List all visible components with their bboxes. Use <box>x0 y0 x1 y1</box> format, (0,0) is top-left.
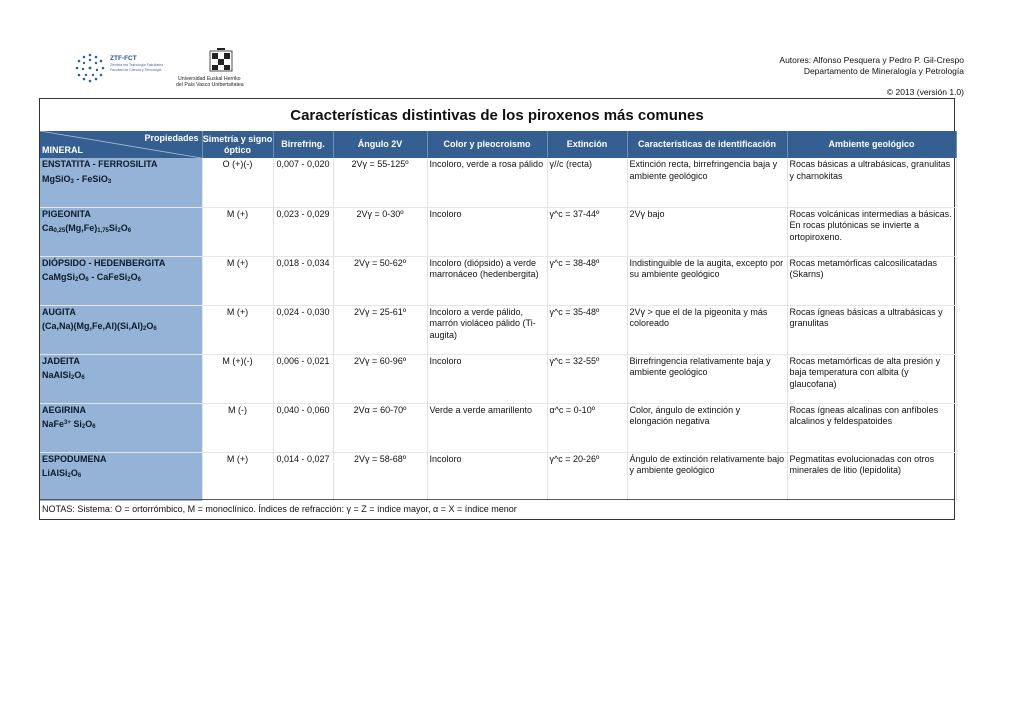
table-row <box>40 207 956 256</box>
environment-cell: Rocas volcánicas intermedias a básicas. En rocas plutónicas se invierte a ortopiroxeno. <box>787 207 956 256</box>
table-row <box>40 305 956 354</box>
formula-part: - FeSiO <box>73 173 108 184</box>
formula-part: 6 <box>85 277 89 283</box>
formula-part: 6 <box>81 375 85 381</box>
table-row <box>40 354 956 403</box>
birefringence-cell: 0,018 - 0,034 <box>273 256 333 305</box>
symmetry-cell: O (+)(-) <box>202 158 273 207</box>
birefringence-cell: 0,007 - 0,020 <box>273 158 333 207</box>
mineral-formula <box>42 174 200 186</box>
symmetry-cell: M (+)(-) <box>202 354 273 403</box>
formula-part: 6 <box>153 326 157 332</box>
color-cell: Incoloro <box>427 354 547 403</box>
formula-part: O <box>130 272 138 282</box>
corner-header <box>40 131 202 158</box>
color-cell: Verde a verde amarillento <box>427 403 547 452</box>
table-row <box>40 452 956 501</box>
ztf-dots-icon <box>74 52 106 84</box>
formula-part: 2 <box>127 277 131 283</box>
ztf-name: ZTF-FCT <box>110 55 137 62</box>
formula-part: LiAlSi <box>42 468 68 478</box>
identification-cell: 2Vγ > que el de la pigeonita y más coloreado <box>627 305 787 354</box>
mineral-name: PIGEONITA <box>42 208 91 219</box>
environment-cell: Rocas básicas a ultrabásicas, granulitas y charnokitas <box>787 158 956 207</box>
mineral-name: AEGIRINA <box>42 404 87 415</box>
extinction-cell: α^c = 0-10º <box>547 403 627 452</box>
formula-part: 6 <box>77 473 82 479</box>
mineral-cell <box>40 207 202 256</box>
formula-part: 6 <box>137 277 141 283</box>
mineral-formula <box>42 419 200 431</box>
upv-line-2: del País Vasco Unibertsitatea <box>176 82 244 88</box>
color-cell: Incoloro a verde pálido, marrón violáceo pálido (Ti-augita) <box>427 305 547 354</box>
notes-footer: NOTAS: Sistema: O = ortorrómbico, M = monoclínico. Índices de refracción: γ = Z = índice mayor, α = X = índice menor <box>40 499 954 519</box>
mineral-name: AUGITA <box>42 306 76 317</box>
formula-part: 0,25 <box>53 228 66 234</box>
color-cell: Incoloro <box>427 452 547 501</box>
angle-cell: 2Vγ = 55-125º <box>333 158 427 207</box>
upv-line-1: Universidad Euskal Herriko <box>178 76 241 82</box>
authors-line: Autores: Alfonso Pesquera y Pedro P. Gil-Crespo <box>779 55 964 65</box>
col-header-birefringence: Birrefring. <box>273 131 333 158</box>
formula-part: Si <box>108 223 118 233</box>
formula-part: 2 <box>71 375 75 381</box>
department-line: Departamento de Mineralogía y Petrología <box>803 66 964 76</box>
formula-part: - CaFeSi <box>88 272 128 282</box>
mineral-formula <box>42 223 200 235</box>
col-header-extinction: Extinción <box>547 131 627 158</box>
mineral-cell <box>40 354 202 403</box>
formula-part: O <box>74 370 82 380</box>
formula-part: NaFe <box>42 419 65 429</box>
formula-part: 6 <box>92 424 96 430</box>
table-row <box>40 256 956 305</box>
mineral-name: JADEITA <box>42 355 80 366</box>
formula-part: 3 <box>107 178 112 185</box>
environment-cell: Rocas ígneas básicas a ultrabásicas y granulitas <box>787 305 956 354</box>
symmetry-cell: M (+) <box>202 452 273 501</box>
upv-ehu-logo <box>178 48 256 92</box>
symmetry-cell: M (+) <box>202 256 273 305</box>
formula-part: (Mg,Fe) <box>65 223 98 233</box>
mineral-cell <box>40 403 202 452</box>
birefringence-cell: 0,014 - 0,027 <box>273 452 333 501</box>
formula-part: O <box>85 419 93 429</box>
formula-part: 2 <box>75 277 79 283</box>
identification-cell: Color, ángulo de extinción y elongación negativa <box>627 403 787 452</box>
birefringence-cell: 0,040 - 0,060 <box>273 403 333 452</box>
angle-cell: 2Vγ = 60-96º <box>333 354 427 403</box>
environment-cell: Pegmatitas evolucionadas con otros minerales de litio (lepidolita) <box>787 452 956 501</box>
version-label: © 2013 (versión 1.0) <box>886 87 964 97</box>
upv-emblem-icon <box>208 48 234 72</box>
mineral-formula <box>42 272 200 284</box>
formula-part: NaAlSi <box>42 370 72 380</box>
mineral-cell <box>40 158 202 207</box>
symmetry-cell: M (+) <box>202 305 273 354</box>
formula-part: 2 <box>117 228 121 234</box>
angle-cell: 2Vγ = 50-62º <box>333 256 427 305</box>
extinction-cell: γ^c = 20-26º <box>547 452 627 501</box>
formula-part: O <box>78 272 86 282</box>
extinction-cell: γ//c (recta) <box>547 158 627 207</box>
formula-part: 2 <box>67 473 71 479</box>
corner-properties-label: Propiedades <box>144 133 199 143</box>
birefringence-cell: 0,006 - 0,021 <box>273 354 333 403</box>
environment-cell: Rocas ígneas alcalinas con anfíboles alcalinos y feldespatoides <box>787 403 956 452</box>
formula-part: O <box>70 468 78 478</box>
formula-part: 3 <box>70 178 74 185</box>
ztf-fct-logo <box>68 44 178 88</box>
col-header-identification: Características de identificación <box>627 131 787 158</box>
identification-cell: 2Vγ bajo <box>627 207 787 256</box>
extinction-cell: γ^c = 37-44º <box>547 207 627 256</box>
mineral-name: DIÓPSIDO - HEDENBERGITA <box>42 257 166 268</box>
formula-part: 2 <box>143 326 147 332</box>
color-cell: Incoloro <box>427 207 547 256</box>
corner-mineral-label: MINERAL <box>42 145 83 155</box>
extinction-cell: γ^c = 32-55º <box>547 354 627 403</box>
formula-part: (Ca,Na)(Mg,Fe,Al)(Si,Al) <box>42 321 143 331</box>
birefringence-cell: 0,024 - 0,030 <box>273 305 333 354</box>
color-cell: Incoloro, verde a rosa pálido <box>427 158 547 207</box>
formula-part: Ca <box>42 223 54 233</box>
col-header-color: Color y pleocroismo <box>427 131 547 158</box>
extinction-cell: γ^c = 35-48º <box>547 305 627 354</box>
angle-cell: 2Vγ = 58-68º <box>333 452 427 501</box>
ztf-subtitle: Zientzia eta Teknologia Fakultatea · Facultad de Ciencia y Tecnología <box>110 63 166 72</box>
environment-cell: Rocas metamórficas de alta presión y baja temperatura con albita (y glaucofana) <box>787 354 956 403</box>
identification-cell: Birrefringencia relativamente baja y ambiente geológico <box>627 354 787 403</box>
table-row <box>40 403 956 452</box>
angle-cell: 2Vγ = 25-61º <box>333 305 427 354</box>
table-row <box>40 158 956 207</box>
mineral-cell <box>40 256 202 305</box>
formula-part: 1,75 <box>97 228 109 234</box>
col-header-environment: Ambiente geológico <box>787 131 956 158</box>
extinction-cell: γ^c = 38-48º <box>547 256 627 305</box>
formula-part: O <box>146 321 154 331</box>
formula-part: O <box>120 223 128 233</box>
col-header-symmetry: Simetría y signo óptico <box>202 131 273 158</box>
birefringence-cell: 0,023 - 0,029 <box>273 207 333 256</box>
angle-cell: 2Vγ = 0-30º <box>333 207 427 256</box>
pyroxene-table <box>40 131 957 501</box>
mineral-formula <box>42 370 200 382</box>
mineral-formula <box>42 321 200 333</box>
mineral-cell <box>40 305 202 354</box>
symmetry-cell: M (+) <box>202 207 273 256</box>
formula-part: 3+ <box>64 420 71 426</box>
color-cell: Incoloro (diópsido) a verde marronáceo (hedenbergita) <box>427 256 547 305</box>
formula-part: CaMgSi <box>42 272 76 282</box>
mineral-formula <box>42 468 200 480</box>
mineral-cell <box>40 452 202 501</box>
symmetry-cell: M (-) <box>202 403 273 452</box>
header-row <box>40 131 956 158</box>
formula-part: 2 <box>81 424 86 430</box>
identification-cell: Indistinguible de la augita, excepto por su ambiente geológico <box>627 256 787 305</box>
mineral-name: ESPODUMENA <box>42 453 107 464</box>
environment-cell: Rocas metamórficas calcosilicatadas (Skarns) <box>787 256 956 305</box>
table-body <box>40 158 956 501</box>
authors-block <box>779 55 964 77</box>
identification-cell: Ángulo de extinción relativamente bajo y ambiente geológico <box>627 452 787 501</box>
formula-part: 6 <box>127 228 132 234</box>
formula-part: MgSiO <box>42 173 71 184</box>
identification-cell: Extinción recta, birrefringencia baja y ambiente geológico <box>627 158 787 207</box>
col-header-angle: Ángulo 2V <box>333 131 427 158</box>
formula-part: Si <box>70 419 82 429</box>
mineral-name: ENSTATITA - FERROSILITA <box>42 159 158 169</box>
sheet-title: Características distintivas de los piroxenos más comunes <box>290 107 704 124</box>
angle-cell: 2Vα = 60-70º <box>333 403 427 452</box>
pyroxene-sheet <box>39 98 955 520</box>
